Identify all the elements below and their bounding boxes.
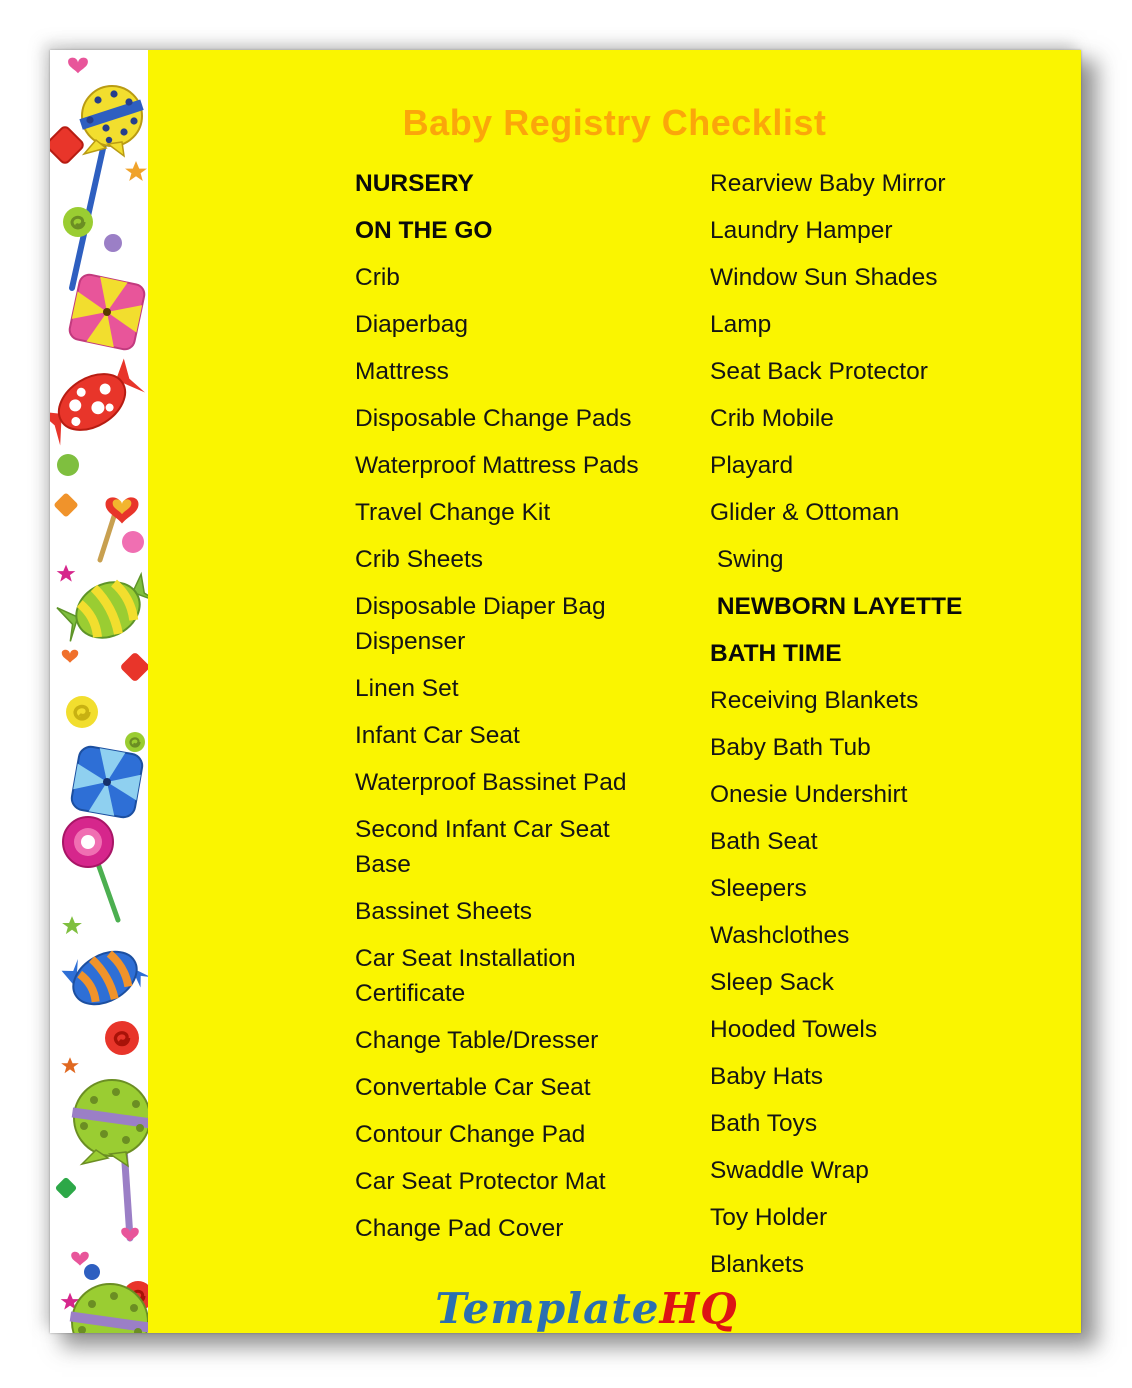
list-item: Crib Mobile	[710, 405, 834, 432]
list-item: Baby Hats	[710, 1063, 824, 1090]
checklist-column-left	[355, 166, 685, 1258]
list-item: Contour Change Pad	[355, 1121, 586, 1148]
list-item: Receiving Blankets	[710, 687, 919, 714]
list-item: Swing	[710, 546, 784, 573]
list-item: Waterproof Mattress Pads	[355, 452, 639, 479]
list-item: Disposable Change Pads	[355, 405, 632, 432]
list-item: Convertable Car Seat	[355, 1074, 591, 1101]
section-header: NEWBORN LAYETTE	[710, 593, 963, 620]
list-item: Rearview Baby Mirror	[710, 170, 946, 197]
list-item: Seat Back Protector	[710, 358, 928, 385]
list-item: Waterproof Bassinet Pad	[355, 769, 627, 796]
list-item: Crib	[355, 264, 400, 291]
brand-logo	[120, 1284, 1053, 1333]
list-item: Sleep Sack	[710, 969, 834, 996]
checklist-column-right	[710, 166, 1060, 1294]
brand-logo-template: Template	[435, 1284, 660, 1333]
list-item: Bath Seat	[710, 828, 818, 855]
list-item: Car Seat Protector Mat	[355, 1168, 606, 1195]
list-item: Onesie Undershirt	[710, 781, 908, 808]
list-item: Blankets	[710, 1251, 804, 1278]
checklist-content	[148, 50, 1081, 1333]
list-item: Bassinet Sheets	[355, 898, 533, 925]
list-item: Laundry Hamper	[710, 217, 893, 244]
list-item: Swaddle Wrap	[710, 1157, 869, 1184]
list-item: Playard	[710, 452, 794, 479]
list-item: Change Table/Dresser	[355, 1027, 599, 1054]
list-item: Crib Sheets	[355, 546, 484, 573]
page-title: Baby Registry Checklist	[402, 102, 827, 143]
section-header: ON THE GO	[355, 217, 493, 244]
candy-border-svg	[50, 50, 148, 1333]
list-item: Diaperbag	[355, 311, 469, 338]
list-item: Infant Car Seat	[355, 722, 520, 749]
brand-logo-hq: HQ	[659, 1284, 738, 1333]
list-item: Car Seat Installation Certificate	[355, 945, 576, 1007]
list-item: Disposable Diaper Bag Dispenser	[355, 593, 606, 655]
candy-border-image	[50, 50, 148, 1333]
list-item: Glider & Ottoman	[710, 499, 900, 526]
list-item: Washclothes	[710, 922, 850, 949]
list-item: Change Pad Cover	[355, 1215, 564, 1242]
list-item: Toy Holder	[710, 1204, 828, 1231]
list-item: Hooded Towels	[710, 1016, 878, 1043]
list-item: Travel Change Kit	[355, 499, 551, 526]
list-item: Mattress	[355, 358, 449, 385]
list-item: Lamp	[710, 311, 772, 338]
list-item: Sleepers	[710, 875, 807, 902]
list-item: Second Infant Car Seat Base	[355, 816, 610, 878]
list-item: Window Sun Shades	[710, 264, 938, 291]
list-item: Baby Bath Tub	[710, 734, 871, 761]
section-header: NURSERY	[355, 170, 474, 197]
section-header: BATH TIME	[710, 640, 842, 667]
list-item: Linen Set	[355, 675, 459, 702]
checklist-page	[50, 50, 1081, 1333]
list-item: Bath Toys	[710, 1110, 818, 1137]
